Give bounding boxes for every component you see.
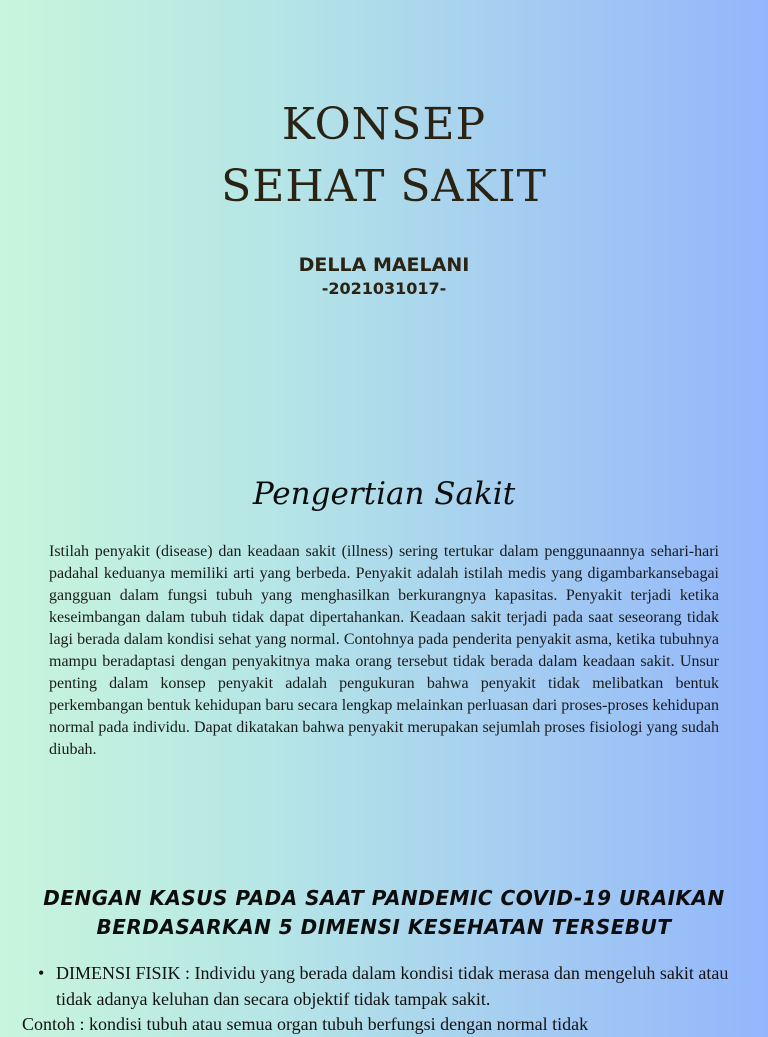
dimension-list bbox=[38, 960, 752, 1012]
dimension-text: DIMENSI FISIK : Individu yang berada dalam kondisi tidak merasa dan mengeluh sakit atau tidak adanya keluhan dan secara objektif tidak tampak sakit. bbox=[56, 963, 729, 1009]
title-line-2: SEHAT SAKIT bbox=[221, 161, 547, 212]
section-heading: Pengertian Sakit bbox=[252, 476, 516, 512]
example-text: Contoh : kondisi tubuh atau semua organ tubuh berfungsi dengan normal tidak bbox=[22, 1014, 589, 1034]
bullet-dot-icon: • bbox=[38, 963, 45, 983]
list-item bbox=[38, 960, 752, 1012]
title-line-1: KONSEP bbox=[281, 99, 487, 150]
author-name: DELLA MAELANI bbox=[298, 254, 470, 276]
definition-paragraph: Istilah penyakit (disease) dan keadaan sakit (illness) sering tertukar dalam penggunaannya sehari-hari padahal keduanya memiliki arti yang berbeda. Penyakit adalah istilah medis yang digambarkansebagai gangguan dalam fungsi tubuh yang menghasilkan berkurangnya kapasitas. Penyakit terjadi ketika keseimbangan dalam tubuh tidak dapat dipertahankan. Keadaan sakit terjadi pada saat seseorang tidak lagi berada dalam kondisi sehat yang normal. Contohnya pada penderita penyakit asma, ketika tubuhnya mampu beradaptasi dengan penyakitnya maka orang tersebut tidak berada dalam keadaan sakit. Unsur penting dalam konsep penyakit adalah pengukuran bahwa penyakit tidak melibatkan bentuk perkembangan bentuk kehidupan baru secara lengkap melainkan perluasan dari proses-proses kehidupan normal pada individu. Dapat dikatakan bahwa penyakit merupakan sejumlah proses fisiologi yang sudah diubah. bbox=[49, 543, 719, 758]
case-heading-line-2: BERDASARKAN 5 DIMENSI KESEHATAN TERSEBUT bbox=[96, 915, 672, 939]
case-heading-line-1: DENGAN KASUS PADA SAAT PANDEMIC COVID-19 URAIKAN bbox=[43, 886, 725, 910]
author-id: -2021031017- bbox=[321, 279, 447, 298]
